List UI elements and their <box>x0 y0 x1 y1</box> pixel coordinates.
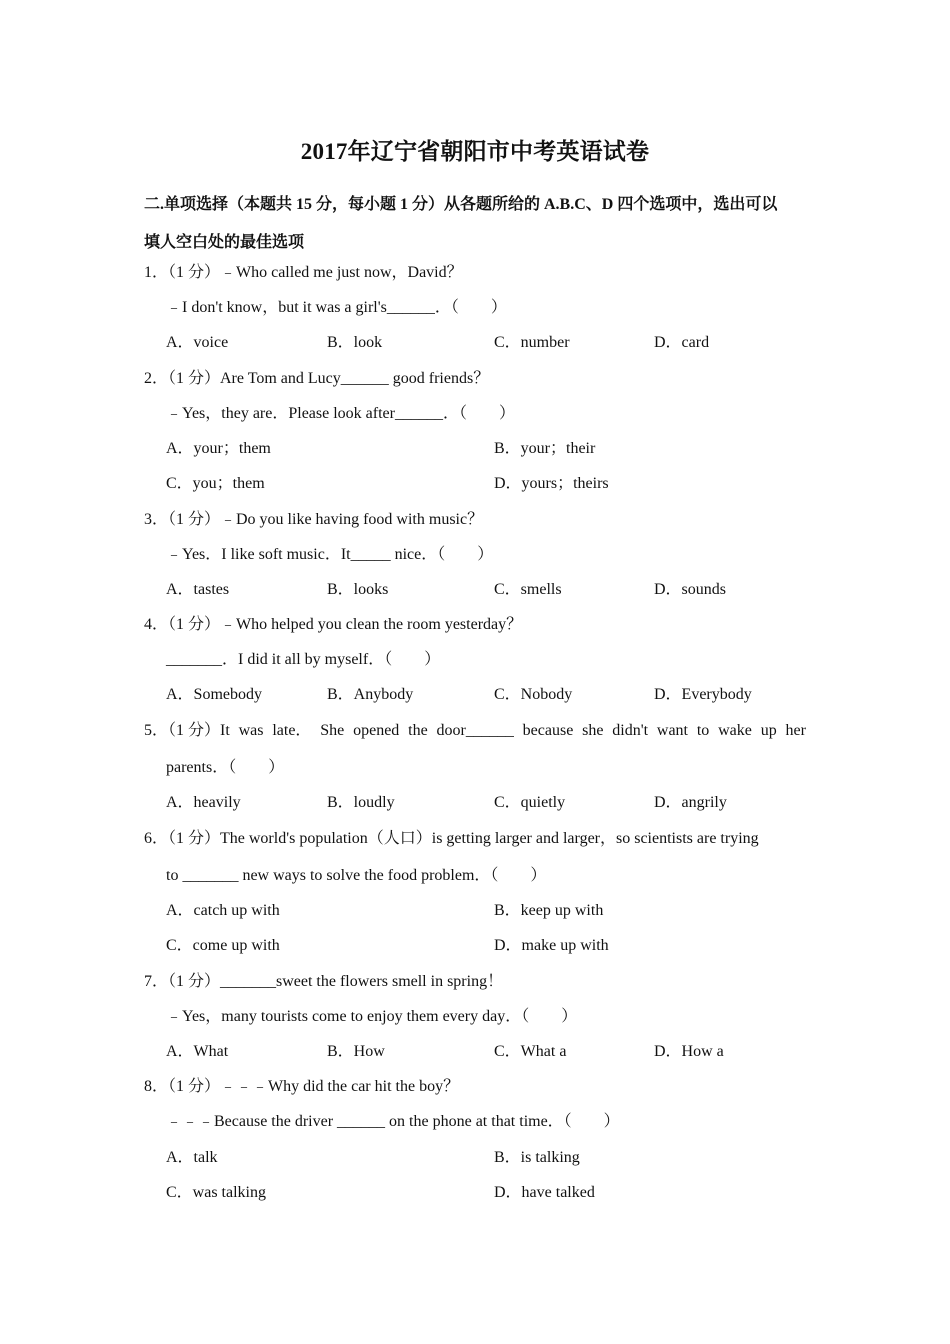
question-8-option-c[interactable]: C．was talking <box>166 1184 266 1201</box>
question-2-option-c[interactable]: C．you；them <box>166 475 265 492</box>
question-3-option-a[interactable]: A．tastes <box>166 581 230 598</box>
question-5-option-a[interactable]: A．heavily <box>166 794 241 811</box>
q5-word: She <box>320 722 345 739</box>
question-7-option-c[interactable]: C．What a <box>494 1043 567 1060</box>
question-4-text: 4．（1 分）﹣Who helped you clean the room yesterday？ <box>144 616 523 633</box>
question-3-text-line2: ﹣Yes．I like soft music．It_____ nice．（ ） <box>166 546 494 563</box>
q5-word: because <box>522 722 574 739</box>
question-5-text <box>144 721 806 741</box>
q5-word: she <box>582 722 604 739</box>
question-6-option-d[interactable]: D．make up with <box>494 937 609 954</box>
question-1-option-b[interactable]: B．look <box>327 334 383 351</box>
question-6-option-c[interactable]: C．come up with <box>166 937 280 954</box>
q5-word: late． <box>272 722 312 739</box>
question-7-text: 7．（1 分）_______sweet the flowers smell in spring！ <box>144 973 504 990</box>
q5-word: want <box>656 722 688 739</box>
question-7-option-d[interactable]: D．How a <box>654 1043 724 1060</box>
question-3-option-c[interactable]: C．smells <box>494 581 562 598</box>
q5-word: her <box>785 722 806 739</box>
question-4-option-b[interactable]: B．Anybody <box>327 686 414 703</box>
q5-word: the <box>408 722 428 739</box>
question-8-option-b[interactable]: B．is talking <box>494 1149 580 1166</box>
question-8-option-a[interactable]: A．talk <box>166 1149 218 1166</box>
q5-word: was <box>238 722 264 739</box>
question-1-option-a[interactable]: A．voice <box>166 334 229 351</box>
question-1-text-line2: ﹣I don't know，but it was a girl's______．（ ） <box>166 299 507 316</box>
q5-word: wake <box>718 722 752 739</box>
q5-word: to <box>696 722 710 739</box>
page-title: 2017年辽宁省朝阳市中考英语试卷 <box>300 139 650 164</box>
section-instruction-line1: 二.单项选择（本题共 15 分，每小题 1 分）从各题所给的 A.B.C、D 四个选项中，选出可以 <box>144 196 778 213</box>
question-6-option-b[interactable]: B．keep up with <box>494 902 604 919</box>
question-3-option-d[interactable]: D．sounds <box>654 581 727 598</box>
q5-word: up <box>760 722 777 739</box>
question-4-option-a[interactable]: A．Somebody <box>166 686 263 703</box>
question-2-option-a[interactable]: A．your；them <box>166 440 271 457</box>
question-4-text-line2: _______．I did it all by myself．（ ） <box>166 651 441 668</box>
question-2-option-d[interactable]: D．yours；theirs <box>494 475 609 492</box>
question-3-option-b[interactable]: B．looks <box>327 581 389 598</box>
question-6-text: 6．（1 分）The world's population（人口）is getting larger and larger，so scientists are trying <box>144 830 759 847</box>
question-2-text: 2．（1 分）Are Tom and Lucy______ good friends？ <box>144 370 490 387</box>
question-6-text-line2: to _______ new ways to solve the food problem．（ ） <box>166 867 547 884</box>
question-7-option-a[interactable]: A．What <box>166 1043 229 1060</box>
q5-word: door______ <box>436 722 514 739</box>
question-4-option-c[interactable]: C．Nobody <box>494 686 573 703</box>
question-7-text-line2: ﹣Yes，many tourists come to enjoy them every day．（ ） <box>166 1008 578 1025</box>
question-1-text: 1．（1 分）﹣Who called me just now，David？ <box>144 264 463 281</box>
question-2-option-b[interactable]: B．your；their <box>494 440 596 457</box>
question-1-option-c[interactable]: C．number <box>494 334 570 351</box>
q5-word: opened <box>353 722 400 739</box>
question-8-text-line2: ﹣﹣﹣Because the driver ______ on the phone at that time．（ ） <box>166 1113 620 1130</box>
question-5-text-line2: parents．（ ） <box>166 759 285 776</box>
section-instruction-line2: 填人空白处的最佳选项 <box>144 234 305 251</box>
question-5-option-b[interactable]: B．loudly <box>327 794 395 811</box>
question-1-option-d[interactable]: D．card <box>654 334 710 351</box>
q5-word: didn't <box>612 722 649 739</box>
question-2-text-line2: ﹣Yes，they are．Please look after______．（ ） <box>166 405 515 422</box>
question-5-option-c[interactable]: C．quietly <box>494 794 566 811</box>
question-6-option-a[interactable]: A．catch up with <box>166 902 280 919</box>
question-8-option-d[interactable]: D．have talked <box>494 1184 595 1201</box>
q5-word: 5．（1 分）It <box>144 722 230 739</box>
question-8-text: 8．（1 分）﹣﹣﹣Why did the car hit the boy？ <box>144 1078 460 1095</box>
question-4-option-d[interactable]: D．Everybody <box>654 686 752 703</box>
question-5-option-d[interactable]: D．angrily <box>654 794 727 811</box>
question-3-text: 3．（1 分）﹣Do you like having food with music？ <box>144 511 484 528</box>
question-7-option-b[interactable]: B．How <box>327 1043 385 1060</box>
